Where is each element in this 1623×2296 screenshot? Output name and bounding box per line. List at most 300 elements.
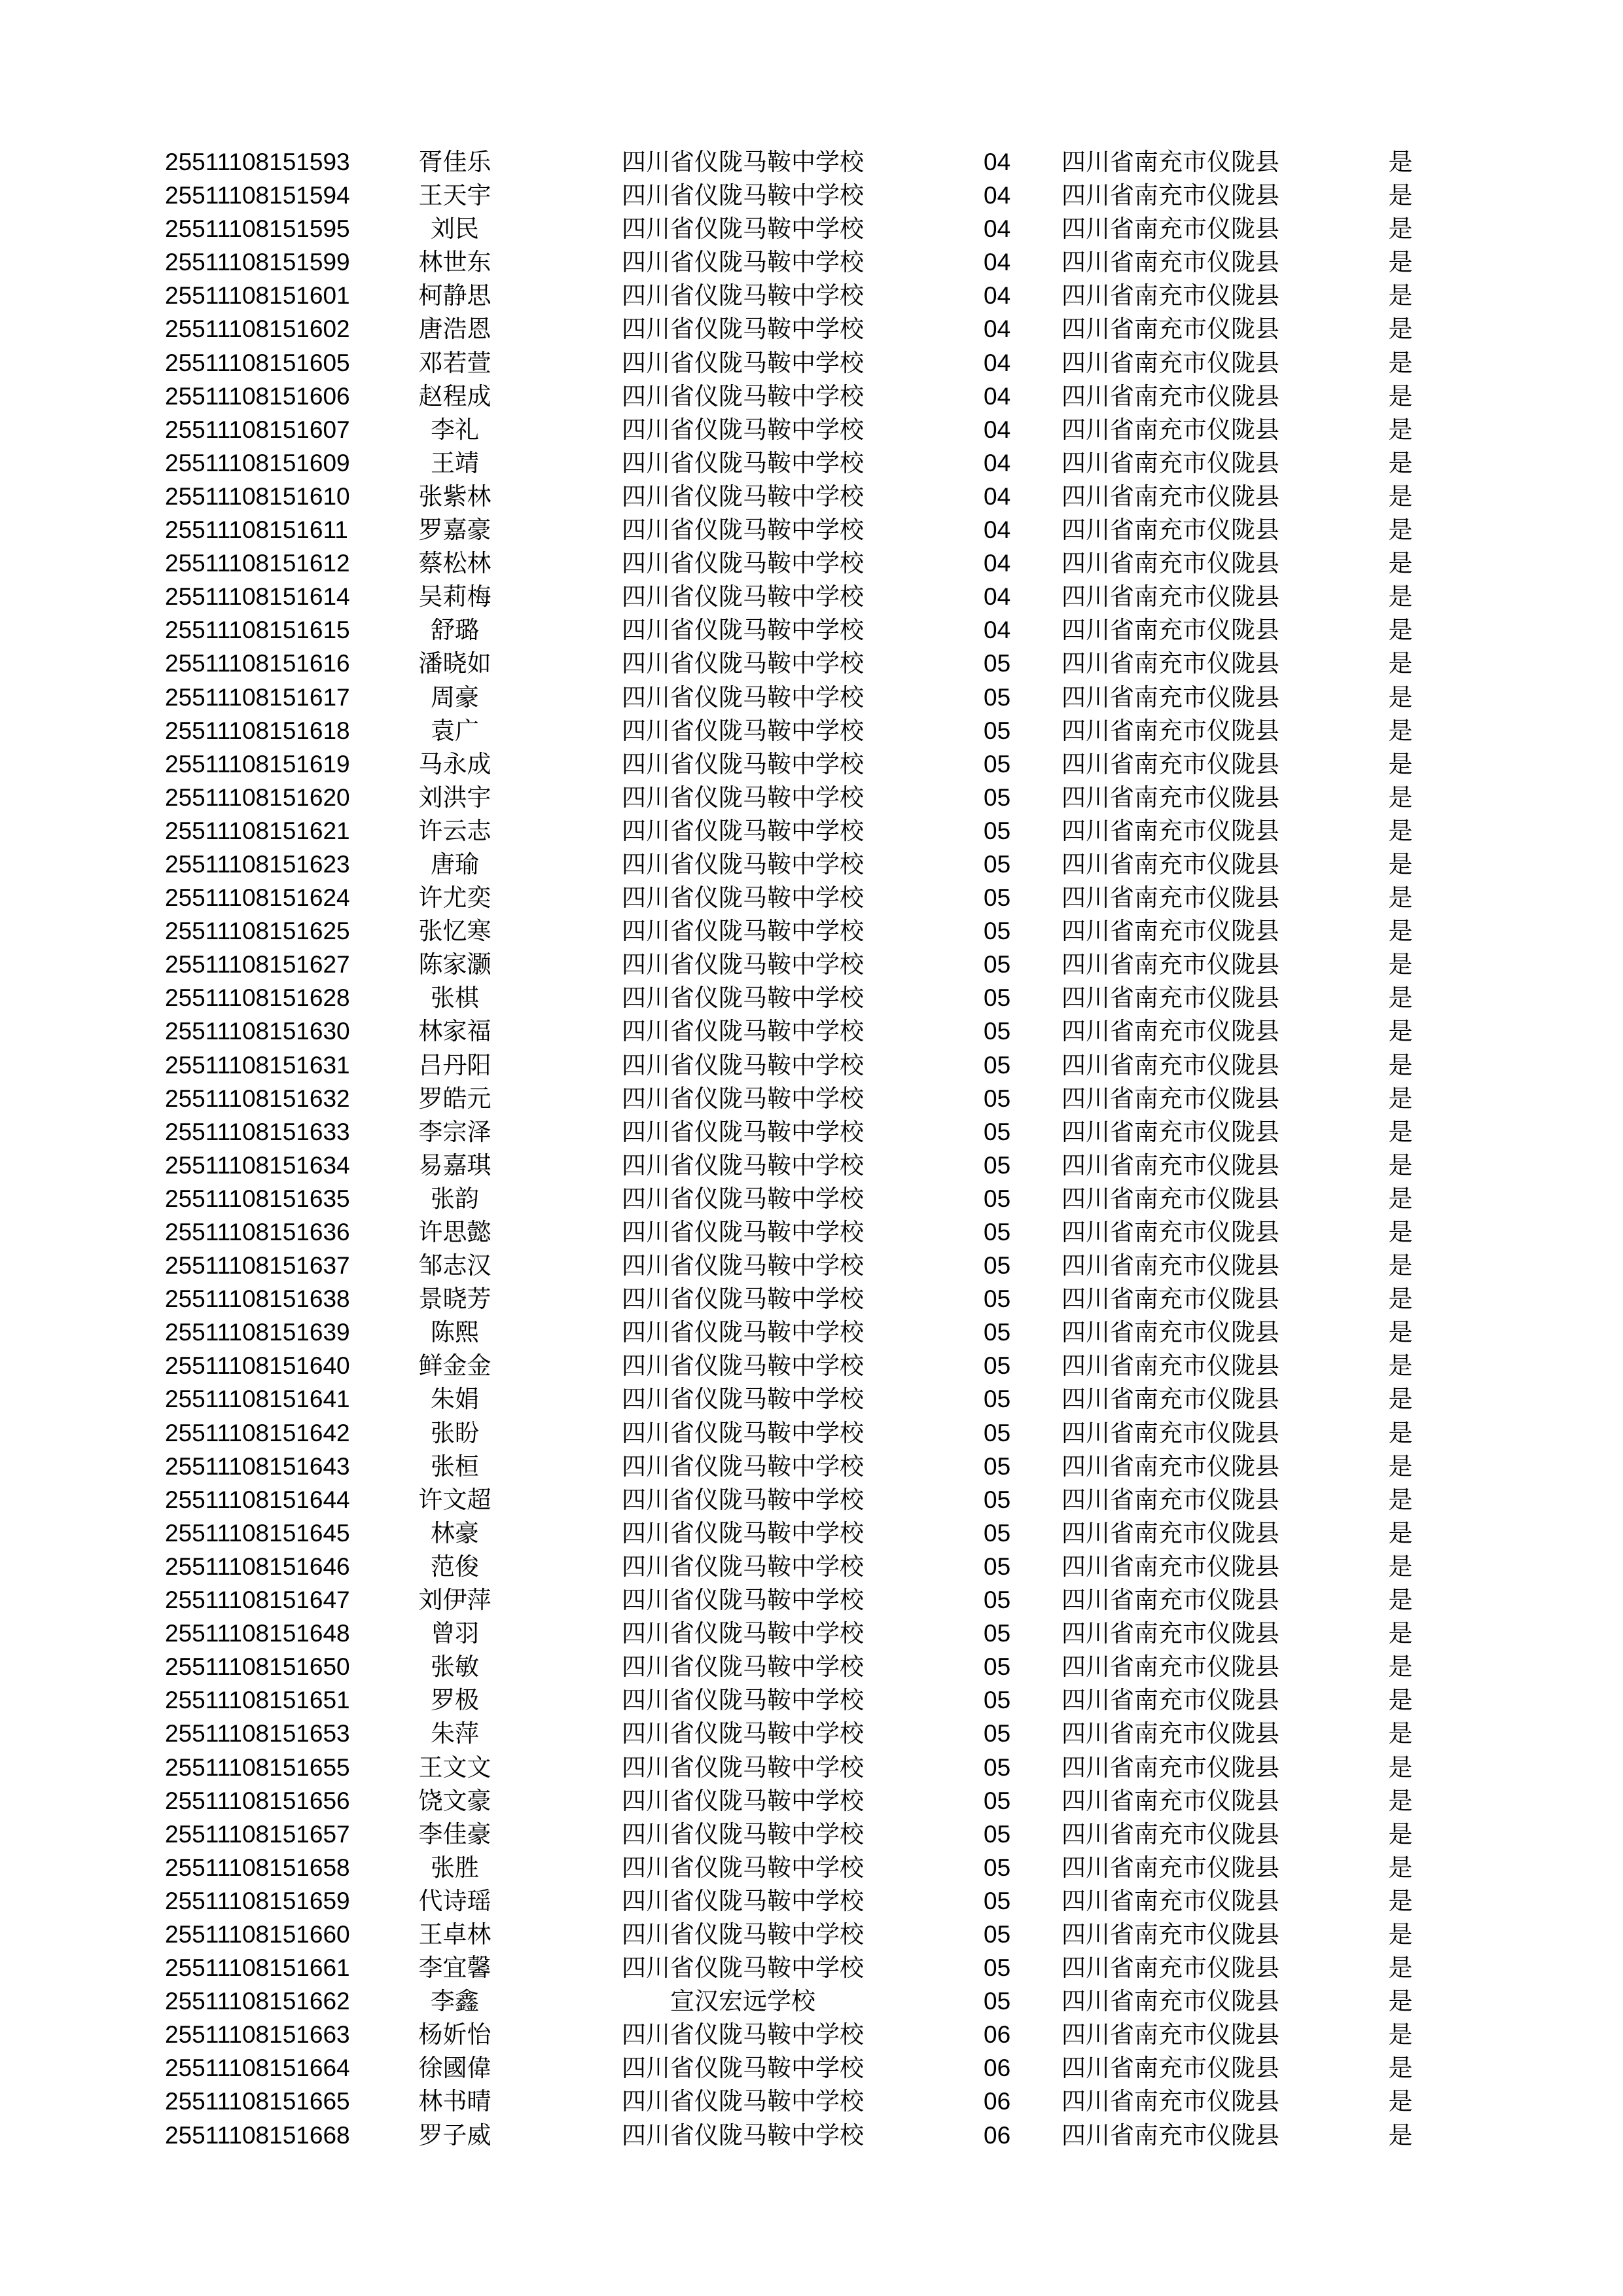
- student-name: 舒璐: [431, 616, 479, 645]
- exam-number: 25511108151668: [165, 2121, 350, 2149]
- status-flag: 是: [1388, 2054, 1413, 2083]
- table-row: [0, 613, 1623, 647]
- table-row: [0, 480, 1623, 513]
- status-flag: 是: [1388, 1653, 1413, 1681]
- school-name: 四川省仪陇马鞍中学校: [622, 516, 864, 545]
- class-code: 05: [984, 1452, 1011, 1480]
- region: 四川省南充市仪陇县: [1061, 2087, 1279, 2116]
- table-row: [0, 1717, 1623, 1750]
- table-row: [0, 1984, 1623, 2018]
- class-code: 05: [984, 1753, 1011, 1781]
- region: 四川省南充市仪陇县: [1061, 2121, 1279, 2149]
- school-name: 四川省仪陇马鞍中学校: [622, 2054, 864, 2083]
- region: 四川省南充市仪陇县: [1061, 2054, 1279, 2083]
- status-flag: 是: [1388, 649, 1413, 678]
- school-name: 四川省仪陇马鞍中学校: [622, 315, 864, 344]
- school-name: 四川省仪陇马鞍中学校: [622, 1552, 864, 1581]
- class-code: 04: [984, 282, 1011, 310]
- student-name: 潘晓如: [418, 649, 491, 678]
- exam-number: 25511108151633: [165, 1118, 350, 1145]
- class-code: 04: [984, 382, 1011, 410]
- school-name: 四川省仪陇马鞍中学校: [622, 348, 864, 377]
- class-code: 04: [984, 449, 1011, 476]
- table-row: [0, 245, 1623, 279]
- student-name: 李宜馨: [418, 1954, 491, 1982]
- exam-number: 25511108151620: [165, 783, 350, 811]
- student-name: 张胜: [431, 1853, 479, 1882]
- school-name: 四川省仪陇马鞍中学校: [622, 1017, 864, 1046]
- student-name: 徐國偉: [418, 2054, 491, 2083]
- class-code: 04: [984, 149, 1011, 175]
- student-name: 张敏: [431, 1653, 479, 1681]
- exam-number: 25511108151655: [165, 1753, 350, 1781]
- region: 四川省南充市仪陇县: [1061, 1452, 1279, 1480]
- table-row: [0, 1784, 1623, 1818]
- student-name: 张盼: [431, 1418, 479, 1447]
- class-code: 05: [984, 1653, 1011, 1681]
- region: 四川省南充市仪陇县: [1061, 1418, 1279, 1447]
- status-flag: 是: [1388, 1786, 1413, 1815]
- status-flag: 是: [1388, 1987, 1413, 2016]
- school-name: 四川省仪陇马鞍中学校: [622, 1820, 864, 1848]
- class-code: 04: [984, 516, 1011, 544]
- status-flag: 是: [1388, 816, 1413, 845]
- class-code: 05: [984, 1954, 1011, 1982]
- region: 四川省南充市仪陇县: [1061, 749, 1279, 778]
- status-flag: 是: [1388, 348, 1413, 377]
- exam-number: 25511108151609: [165, 449, 350, 476]
- table-row: [0, 1650, 1623, 1683]
- school-name: 四川省仪陇马鞍中学校: [622, 1886, 864, 1915]
- table-row: [0, 312, 1623, 346]
- student-name: 吕丹阳: [418, 1050, 491, 1079]
- status-flag: 是: [1388, 248, 1413, 277]
- status-flag: 是: [1388, 1251, 1413, 1280]
- status-flag: 是: [1388, 1485, 1413, 1514]
- exam-number: 25511108151601: [165, 282, 350, 310]
- student-name: 罗子威: [418, 2121, 491, 2149]
- exam-number: 25511108151644: [165, 1486, 350, 1513]
- status-flag: 是: [1388, 683, 1413, 711]
- class-code: 05: [984, 918, 1011, 945]
- status-flag: 是: [1388, 281, 1413, 310]
- school-name: 四川省仪陇马鞍中学校: [622, 816, 864, 845]
- student-name: 李佳豪: [418, 1820, 491, 1848]
- school-name: 四川省仪陇马鞍中学校: [622, 1418, 864, 1447]
- region: 四川省南充市仪陇县: [1061, 1117, 1279, 1146]
- class-code: 05: [984, 1386, 1011, 1413]
- status-flag: 是: [1388, 1820, 1413, 1848]
- school-name: 四川省仪陇马鞍中学校: [622, 1385, 864, 1414]
- student-name: 刘伊萍: [418, 1586, 491, 1615]
- student-name: 林家福: [418, 1017, 491, 1046]
- region: 四川省南充市仪陇县: [1061, 616, 1279, 645]
- status-flag: 是: [1388, 1017, 1413, 1046]
- exam-number: 25511108151641: [165, 1386, 350, 1413]
- region: 四川省南充市仪陇县: [1061, 448, 1279, 477]
- class-code: 04: [984, 583, 1011, 611]
- status-flag: 是: [1388, 1318, 1413, 1347]
- region: 四川省南充市仪陇县: [1061, 1987, 1279, 2016]
- region: 四川省南充市仪陇县: [1061, 783, 1279, 812]
- table-row: [0, 1483, 1623, 1516]
- class-code: 05: [984, 951, 1011, 978]
- status-flag: 是: [1388, 1753, 1413, 1782]
- exam-number: 25511108151658: [165, 1854, 350, 1881]
- table-row: [0, 513, 1623, 547]
- school-name: 四川省仪陇马鞍中学校: [622, 2121, 864, 2149]
- school-name: 四川省仪陇马鞍中学校: [622, 1251, 864, 1280]
- region: 四川省南充市仪陇县: [1061, 516, 1279, 545]
- school-name: 四川省仪陇马鞍中学校: [622, 783, 864, 812]
- table-row: [0, 2018, 1623, 2051]
- region: 四川省南充市仪陇县: [1061, 1820, 1279, 1848]
- exam-number: 25511108151624: [165, 884, 350, 912]
- school-name: 四川省仪陇马鞍中学校: [622, 1485, 864, 1514]
- status-flag: 是: [1388, 1385, 1413, 1414]
- exam-number: 25511108151648: [165, 1620, 350, 1647]
- exam-number: 25511108151617: [165, 683, 350, 711]
- status-flag: 是: [1388, 1518, 1413, 1547]
- table-row: [0, 145, 1623, 179]
- student-name: 吴莉梅: [418, 583, 491, 611]
- school-name: 四川省仪陇马鞍中学校: [622, 382, 864, 410]
- table-row: [0, 1316, 1623, 1349]
- region: 四川省南充市仪陇县: [1061, 1184, 1279, 1213]
- region: 四川省南充市仪陇县: [1061, 1017, 1279, 1046]
- exam-number: 25511108151599: [165, 249, 350, 276]
- region: 四川省南充市仪陇县: [1061, 215, 1279, 243]
- exam-number: 25511108151605: [165, 349, 350, 376]
- region: 四川省南充市仪陇县: [1061, 1285, 1279, 1314]
- table-row: [0, 547, 1623, 580]
- student-name: 陈熙: [431, 1318, 479, 1347]
- status-flag: 是: [1388, 950, 1413, 979]
- status-flag: 是: [1388, 1184, 1413, 1213]
- student-name: 邹志汉: [418, 1251, 491, 1280]
- region: 四川省南充市仪陇县: [1061, 1552, 1279, 1581]
- school-name: 四川省仪陇马鞍中学校: [622, 1218, 864, 1246]
- table-row: [0, 1382, 1623, 1416]
- student-name: 赵程成: [418, 382, 491, 410]
- student-name: 胥佳乐: [418, 148, 491, 176]
- region: 四川省南充市仪陇县: [1061, 1318, 1279, 1347]
- exam-number: 25511108151627: [165, 951, 350, 978]
- status-flag: 是: [1388, 1552, 1413, 1581]
- student-name: 易嘉琪: [418, 1151, 491, 1179]
- region: 四川省南充市仪陇县: [1061, 816, 1279, 845]
- region: 四川省南充市仪陇县: [1061, 1719, 1279, 1748]
- table-row: [0, 1851, 1623, 1884]
- table-row: [0, 948, 1623, 981]
- class-code: 06: [984, 2121, 1011, 2149]
- student-name: 许思懿: [418, 1218, 491, 1246]
- table-row: [0, 848, 1623, 881]
- exam-number: 25511108151607: [165, 416, 350, 443]
- status-flag: 是: [1388, 1586, 1413, 1615]
- school-name: 四川省仪陇马鞍中学校: [622, 1653, 864, 1681]
- class-code: 05: [984, 1988, 1011, 2015]
- exam-number: 25511108151631: [165, 1051, 350, 1079]
- class-code: 05: [984, 1920, 1011, 1948]
- exam-number: 25511108151634: [165, 1151, 350, 1179]
- region: 四川省南充市仪陇县: [1061, 1653, 1279, 1681]
- table-row: [0, 1818, 1623, 1851]
- status-flag: 是: [1388, 1853, 1413, 1882]
- student-name: 张韵: [431, 1184, 479, 1213]
- status-flag: 是: [1388, 1452, 1413, 1480]
- school-name: 四川省仪陇马鞍中学校: [622, 549, 864, 578]
- class-code: 05: [984, 1219, 1011, 1246]
- class-code: 05: [984, 1352, 1011, 1380]
- class-code: 04: [984, 349, 1011, 376]
- table-row: [0, 1617, 1623, 1650]
- table-row: [0, 814, 1623, 848]
- exam-number: 25511108151647: [165, 1587, 350, 1614]
- class-code: 05: [984, 1854, 1011, 1881]
- exam-number: 25511108151610: [165, 482, 350, 510]
- status-flag: 是: [1388, 850, 1413, 878]
- status-flag: 是: [1388, 1050, 1413, 1079]
- school-name: 四川省仪陇马鞍中学校: [622, 917, 864, 946]
- status-flag: 是: [1388, 549, 1413, 578]
- exam-number: 25511108151618: [165, 717, 350, 744]
- school-name: 四川省仪陇马鞍中学校: [622, 1686, 864, 1715]
- table-row: [0, 1215, 1623, 1249]
- region: 四川省南充市仪陇县: [1061, 649, 1279, 678]
- student-name: 林书晴: [418, 2087, 491, 2116]
- exam-number: 25511108151640: [165, 1352, 350, 1380]
- region: 四川省南充市仪陇县: [1061, 884, 1279, 912]
- student-name: 蔡松林: [418, 549, 491, 578]
- exam-number: 25511108151663: [165, 2021, 350, 2049]
- school-name: 四川省仪陇马鞍中学校: [622, 215, 864, 243]
- region: 四川省南充市仪陇县: [1061, 1385, 1279, 1414]
- status-flag: 是: [1388, 1352, 1413, 1380]
- region: 四川省南充市仪陇县: [1061, 1218, 1279, 1246]
- class-code: 05: [984, 717, 1011, 744]
- exam-number: 25511108151646: [165, 1552, 350, 1580]
- status-flag: 是: [1388, 1619, 1413, 1648]
- exam-number: 25511108151645: [165, 1519, 350, 1547]
- school-name: 四川省仪陇马鞍中学校: [622, 716, 864, 745]
- student-name: 王文文: [418, 1753, 491, 1782]
- region: 四川省南充市仪陇县: [1061, 148, 1279, 176]
- student-name: 饶文豪: [418, 1786, 491, 1815]
- table-row: [0, 747, 1623, 781]
- class-code: 05: [984, 1519, 1011, 1547]
- region: 四川省南充市仪陇县: [1061, 1753, 1279, 1782]
- student-name: 李礼: [431, 415, 479, 444]
- student-name: 许云志: [418, 816, 491, 845]
- school-name: 四川省仪陇马鞍中学校: [622, 616, 864, 645]
- roster-table: [0, 145, 1623, 2152]
- class-code: 05: [984, 1552, 1011, 1580]
- class-code: 04: [984, 550, 1011, 577]
- table-row: [0, 1751, 1623, 1784]
- school-name: 四川省仪陇马鞍中学校: [622, 683, 864, 711]
- class-code: 05: [984, 1185, 1011, 1212]
- student-name: 刘洪宇: [418, 783, 491, 812]
- student-name: 罗极: [431, 1686, 479, 1715]
- region: 四川省南充市仪陇县: [1061, 348, 1279, 377]
- school-name: 四川省仪陇马鞍中学校: [622, 1117, 864, 1146]
- table-row: [0, 881, 1623, 914]
- region: 四川省南充市仪陇县: [1061, 1920, 1279, 1948]
- school-name: 四川省仪陇马鞍中学校: [622, 1786, 864, 1815]
- table-row: [0, 1349, 1623, 1382]
- region: 四川省南充市仪陇县: [1061, 415, 1279, 444]
- school-name: 四川省仪陇马鞍中学校: [622, 950, 864, 979]
- class-code: 05: [984, 884, 1011, 912]
- table-row: [0, 1014, 1623, 1048]
- region: 四川省南充市仪陇县: [1061, 1485, 1279, 1514]
- school-name: 四川省仪陇马鞍中学校: [622, 148, 864, 176]
- class-code: 05: [984, 750, 1011, 778]
- school-name: 四川省仪陇马鞍中学校: [622, 1586, 864, 1615]
- table-row: [0, 1884, 1623, 1918]
- table-row: [0, 1416, 1623, 1450]
- status-flag: 是: [1388, 917, 1413, 946]
- exam-number: 25511108151635: [165, 1185, 350, 1212]
- table-row: [0, 1282, 1623, 1316]
- class-code: 05: [984, 1820, 1011, 1848]
- status-flag: 是: [1388, 1418, 1413, 1447]
- table-row: [0, 2051, 1623, 2085]
- school-name: 四川省仪陇马鞍中学校: [622, 1084, 864, 1113]
- exam-number: 25511108151611: [165, 516, 348, 544]
- region: 四川省南充市仪陇县: [1061, 2020, 1279, 2049]
- table-row: [0, 1583, 1623, 1617]
- student-name: 林豪: [431, 1518, 479, 1547]
- class-code: 05: [984, 783, 1011, 811]
- class-code: 05: [984, 1620, 1011, 1647]
- table-row: [0, 2085, 1623, 2118]
- student-name: 许文超: [418, 1485, 491, 1514]
- table-row: [0, 1516, 1623, 1550]
- exam-number: 25511108151594: [165, 182, 350, 209]
- exam-number: 25511108151625: [165, 918, 350, 945]
- student-name: 马永成: [418, 749, 491, 778]
- table-row: [0, 1115, 1623, 1149]
- student-name: 张忆寒: [418, 917, 491, 946]
- school-name: 四川省仪陇马鞍中学校: [622, 448, 864, 477]
- exam-number: 25511108151614: [165, 583, 350, 611]
- school-name: 四川省仪陇马鞍中学校: [622, 984, 864, 1013]
- student-name: 李宗泽: [418, 1117, 491, 1146]
- exam-number: 25511108151623: [165, 850, 350, 878]
- exam-number: 25511108151619: [165, 750, 350, 778]
- class-code: 05: [984, 850, 1011, 878]
- table-row: [0, 179, 1623, 212]
- table-row: [0, 1918, 1623, 1951]
- table-row: [0, 714, 1623, 747]
- status-flag: 是: [1388, 984, 1413, 1013]
- school-name: 四川省仪陇马鞍中学校: [622, 1285, 864, 1314]
- class-code: 06: [984, 2088, 1011, 2115]
- table-row: [0, 446, 1623, 480]
- student-name: 陈家灏: [418, 950, 491, 979]
- school-name: 四川省仪陇马鞍中学校: [622, 1920, 864, 1948]
- table-row: [0, 1450, 1623, 1483]
- table-row: [0, 580, 1623, 613]
- school-name: 四川省仪陇马鞍中学校: [622, 749, 864, 778]
- school-name: 四川省仪陇马鞍中学校: [622, 1853, 864, 1882]
- class-code: 05: [984, 1018, 1011, 1045]
- region: 四川省南充市仪陇县: [1061, 917, 1279, 946]
- status-flag: 是: [1388, 1218, 1413, 1246]
- exam-number: 25511108151661: [165, 1954, 350, 1982]
- school-name: 四川省仪陇马鞍中学校: [622, 1352, 864, 1380]
- class-code: 05: [984, 1085, 1011, 1112]
- table-row: [0, 212, 1623, 245]
- class-code: 04: [984, 416, 1011, 443]
- student-name: 景晓芳: [418, 1285, 491, 1314]
- status-flag: 是: [1388, 1954, 1413, 1982]
- exam-number: 25511108151636: [165, 1219, 350, 1246]
- region: 四川省南充市仪陇县: [1061, 1352, 1279, 1380]
- student-name: 杨妡怡: [418, 2020, 491, 2049]
- school-name: 四川省仪陇马鞍中学校: [622, 583, 864, 611]
- region: 四川省南充市仪陇县: [1061, 1619, 1279, 1648]
- status-flag: 是: [1388, 1719, 1413, 1748]
- status-flag: 是: [1388, 1686, 1413, 1715]
- region: 四川省南充市仪陇县: [1061, 315, 1279, 344]
- table-row: [0, 1683, 1623, 1717]
- status-flag: 是: [1388, 516, 1413, 545]
- status-flag: 是: [1388, 148, 1413, 176]
- status-flag: 是: [1388, 1084, 1413, 1113]
- school-name: 四川省仪陇马鞍中学校: [622, 248, 864, 277]
- region: 四川省南充市仪陇县: [1061, 1586, 1279, 1615]
- region: 四川省南充市仪陇县: [1061, 1251, 1279, 1280]
- student-name: 邓若萱: [418, 348, 491, 377]
- class-code: 05: [984, 1118, 1011, 1145]
- status-flag: 是: [1388, 1151, 1413, 1179]
- student-name: 张桓: [431, 1452, 479, 1480]
- table-row: [0, 413, 1623, 446]
- region: 四川省南充市仪陇县: [1061, 716, 1279, 745]
- region: 四川省南充市仪陇县: [1061, 1518, 1279, 1547]
- status-flag: 是: [1388, 181, 1413, 210]
- exam-number: 25511108151616: [165, 650, 350, 677]
- student-name: 罗皓元: [418, 1084, 491, 1113]
- school-name: 四川省仪陇马鞍中学校: [622, 1518, 864, 1547]
- status-flag: 是: [1388, 215, 1413, 243]
- region: 四川省南充市仪陇县: [1061, 1853, 1279, 1882]
- status-flag: 是: [1388, 382, 1413, 410]
- exam-number: 25511108151638: [165, 1285, 350, 1313]
- status-flag: 是: [1388, 716, 1413, 745]
- table-row: [0, 647, 1623, 680]
- exam-number: 25511108151656: [165, 1787, 350, 1814]
- status-flag: 是: [1388, 749, 1413, 778]
- class-code: 05: [984, 1787, 1011, 1814]
- student-name: 王天宇: [418, 181, 491, 210]
- class-code: 05: [984, 650, 1011, 677]
- exam-number: 25511108151593: [165, 149, 350, 175]
- region: 四川省南充市仪陇县: [1061, 1084, 1279, 1113]
- student-name: 朱萍: [431, 1719, 479, 1748]
- region: 四川省南充市仪陇县: [1061, 549, 1279, 578]
- class-code: 05: [984, 1051, 1011, 1079]
- table-row: [0, 1550, 1623, 1583]
- school-name: 四川省仪陇马鞍中学校: [622, 1050, 864, 1079]
- student-name: 代诗瑶: [418, 1886, 491, 1915]
- school-name: 四川省仪陇马鞍中学校: [622, 281, 864, 310]
- student-name: 唐浩恩: [418, 315, 491, 344]
- class-code: 05: [984, 984, 1011, 1012]
